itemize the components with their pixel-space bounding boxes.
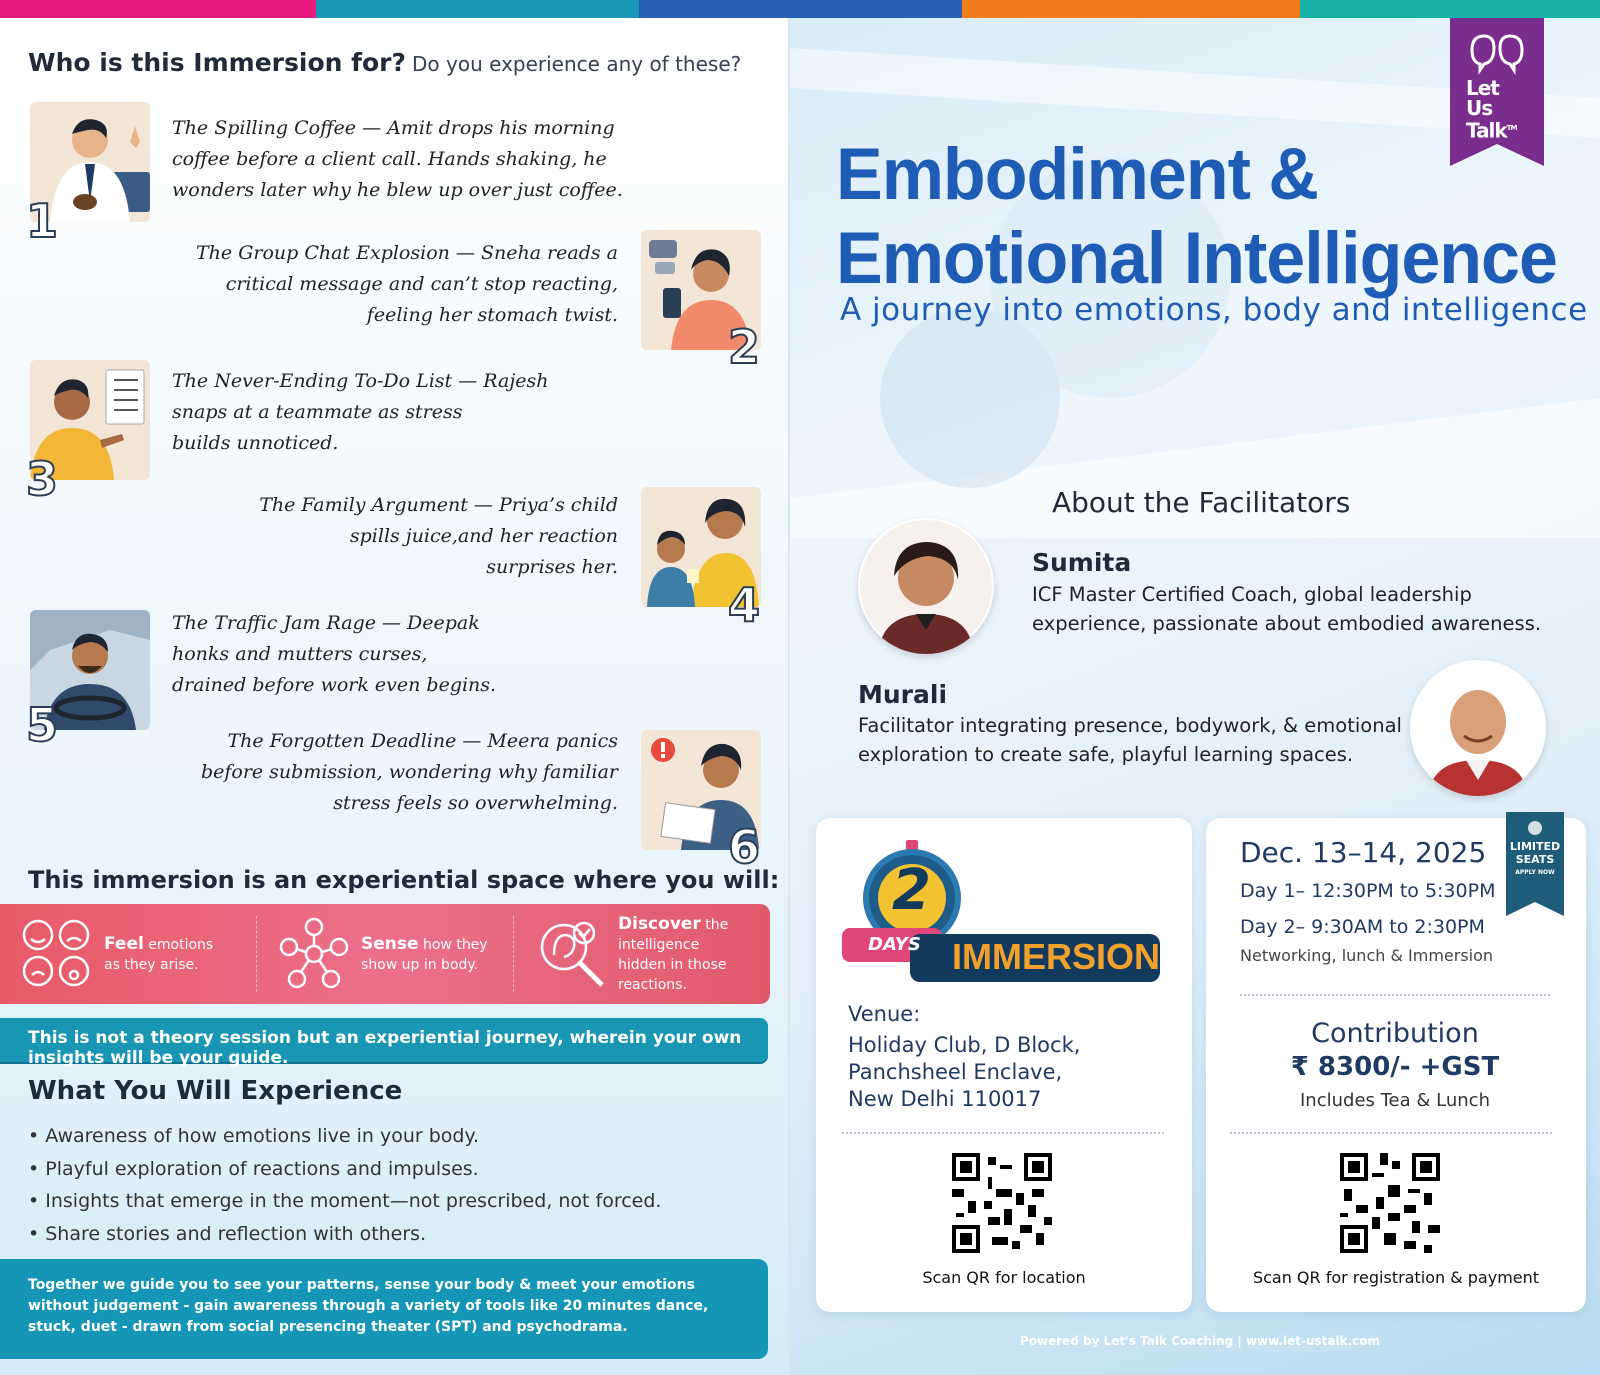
band-discover (514, 913, 770, 993)
badge-days: DAYS (868, 934, 921, 955)
band-feel (0, 916, 257, 992)
facilitator-1-description (1032, 580, 1541, 638)
experiential-notice: This is not a theory session but an experiential journey, wherein your own insights will be your guide. (0, 1018, 768, 1062)
band-discover-bold: Discover (618, 913, 701, 934)
story-spilling-coffee (172, 113, 623, 206)
day-1-time: Day 1– 12:30PM to 5:30PM (1240, 880, 1496, 902)
seats-text: SEATS (1515, 853, 1555, 866)
venue-line-2: Panchsheel Enclave, (848, 1060, 1063, 1084)
story-3-line-3: builds unnoticed. (172, 432, 339, 454)
story-5-line-3: drained before work even begins. (172, 674, 497, 696)
story-3-line-2: snaps at a teammate as stress (172, 401, 463, 423)
list-item: • Share stories and reflection with others. (28, 1218, 661, 1251)
footer-powered-by[interactable]: Powered by Let's Talk Coaching | www.let-ustalk.com (1019, 1334, 1381, 1348)
band-discover-text-2: hidden in those reactions. (618, 956, 727, 993)
story-forgotten-deadline (160, 726, 618, 819)
list-item: • Awareness of how emotions live in your body. (28, 1120, 661, 1153)
qr-registration-caption: Scan QR for registration & payment (1252, 1268, 1540, 1287)
story-6-line-1: The Forgotten Deadline — Meera panics (227, 730, 618, 752)
band-sense (257, 916, 514, 992)
logo-trademark: TM (1506, 124, 1517, 132)
story-2-line-3: feeling her stomach twist. (366, 304, 618, 326)
story-1-line-3: wonders later why he blew up over just coffee. (172, 179, 623, 201)
contribution-divider (1230, 1132, 1552, 1134)
story-2-line-1: The Group Chat Explosion — Sneha reads a (196, 242, 618, 264)
story-family-argument (160, 490, 618, 583)
body-senses-icon (277, 917, 351, 991)
band-sense-text-1: how they (422, 936, 488, 953)
includes-note: Includes Tea & Lunch (1300, 1090, 1490, 1111)
facilitator-1-desc-line-2: experience, passionate about embodied awareness. (1032, 612, 1542, 635)
topbar-orange (962, 0, 1300, 18)
facilitator-2-description (858, 711, 1402, 769)
what-you-will-experience-heading: What You Will Experience (28, 1076, 403, 1106)
experience-list (28, 1120, 661, 1250)
logo-text-line-1: Let (1466, 76, 1499, 100)
networking-note: Networking, lunch & Immersion (1240, 946, 1494, 965)
venue-line-1: Holiday Club, D Block, (848, 1033, 1081, 1057)
magnifier-head-icon (534, 917, 608, 991)
event-date: Dec. 13–14, 2025 (1240, 836, 1487, 869)
list-item: • Playful exploration of reactions and impulses. (28, 1153, 661, 1186)
scene-number-4: 4 (728, 578, 761, 632)
story-5-line-2: honks and mutters curses, (172, 643, 428, 665)
event-subtitle: A journey into emotions, body and intelligence (840, 292, 1588, 328)
band-feel-bold: Feel (104, 933, 144, 954)
story-3-line-1: The Never-Ending To-Do List — Rajesh (172, 370, 549, 392)
scene-number-1: 1 (26, 194, 59, 248)
qr-location-caption: Scan QR for location (922, 1268, 1086, 1287)
who-heading: Who is this Immersion for? Do you experience any of these? (28, 48, 742, 77)
story-5-line-1: The Traffic Jam Rage — Deepak (172, 612, 480, 634)
limited-text: LIMITED (1509, 840, 1561, 853)
venue-label: Venue: (848, 1002, 921, 1026)
band-feel-text-2: as they arise. (104, 956, 199, 973)
qr-code-location[interactable] (952, 1153, 1052, 1253)
story-traffic-jam (172, 608, 496, 701)
limited-seats-ribbon (1506, 812, 1564, 916)
scene-number-2: 2 (728, 320, 761, 374)
day-2-time: Day 2– 9:30AM to 2:30PM (1240, 916, 1485, 938)
badge-immersion: IMMERSION (952, 936, 1161, 977)
price: ₹ 8300/- +GST (1290, 1052, 1500, 1082)
venue-line-3: New Delhi 110017 (848, 1087, 1042, 1111)
band-feel-text-1: emotions (148, 936, 214, 953)
title-line-1: Embodiment & (836, 133, 1318, 215)
two-days-immersion-badge (840, 836, 1170, 986)
facilitator-2-desc-line-2: exploration to create safe, playful learning spaces. (858, 743, 1354, 766)
apply-now-text: APPLY NOW (1515, 869, 1555, 876)
topbar-teal (316, 0, 639, 18)
qr-code-registration[interactable] (1340, 1153, 1440, 1253)
badge-number: 2 (892, 858, 931, 923)
date-divider (1240, 994, 1550, 996)
story-4-line-3: surprises her. (486, 556, 618, 578)
band-sense-text-2: show up in body. (361, 956, 479, 973)
story-6-line-3: stress feels so overwhelming. (333, 792, 618, 814)
top-color-bar (0, 0, 1600, 18)
band-discover-text-1: the intelligence (618, 916, 729, 953)
avatar-sumita (858, 518, 994, 654)
band-sense-bold: Sense (361, 933, 419, 954)
story-4-line-2: spills juice,and her reaction (349, 525, 618, 547)
story-1-line-2: coffee before a client call. Hands shaking, he (172, 148, 607, 170)
logo-text-line-2: Us Talk (1466, 96, 1507, 143)
venue-divider (842, 1132, 1164, 1134)
title-line-2: Emotional Intelligence (836, 217, 1557, 299)
facilitator-1-desc-line-1: ICF Master Certified Coach, global leadership (1032, 583, 1472, 606)
experiential-heading: This immersion is an experiential space where you will: (28, 866, 780, 894)
story-group-chat (160, 238, 618, 331)
scene-number-6: 6 (728, 820, 761, 874)
together-description: Together we guide you to see your patterns, sense your body & meet your emotions without judgement - gain awareness through a variety of tools like 20 minutes dance, stuck, duet - drawn from social presencing theater (SPT) and psychodrama. (0, 1259, 768, 1359)
venue-address (848, 1032, 1080, 1113)
scene-number-3: 3 (26, 452, 59, 506)
avatar-murali (1410, 660, 1546, 796)
who-subheading: Do you experience any of these? (412, 52, 742, 76)
contribution-label: Contribution (1311, 1018, 1479, 1049)
list-item: • Insights that emerge in the moment—not prescribed, not forced. (28, 1185, 661, 1218)
scene-number-5: 5 (26, 698, 59, 752)
story-4-line-1: The Family Argument — Priya’s child (259, 494, 618, 516)
story-2-line-2: critical message and can’t stop reacting, (225, 273, 618, 295)
facilitator-2-name: Murali (858, 680, 948, 709)
facilitator-1-name: Sumita (1032, 548, 1132, 577)
story-6-line-2: before submission, wondering why familiar (200, 761, 618, 783)
topbar-green (1300, 0, 1600, 18)
emotion-faces-icon (20, 917, 94, 991)
event-title (836, 132, 1557, 300)
topbar-blue (639, 0, 962, 18)
topbar-pink (0, 0, 316, 18)
feel-sense-discover-band (0, 904, 770, 1004)
facilitator-2-desc-line-1: Facilitator integrating presence, bodywork, & emotional (858, 714, 1402, 737)
story-1-line-1: The Spilling Coffee — Amit drops his morning (172, 117, 615, 139)
story-todo-list (172, 366, 548, 459)
about-facilitators-heading: About the Facilitators (1052, 486, 1351, 519)
